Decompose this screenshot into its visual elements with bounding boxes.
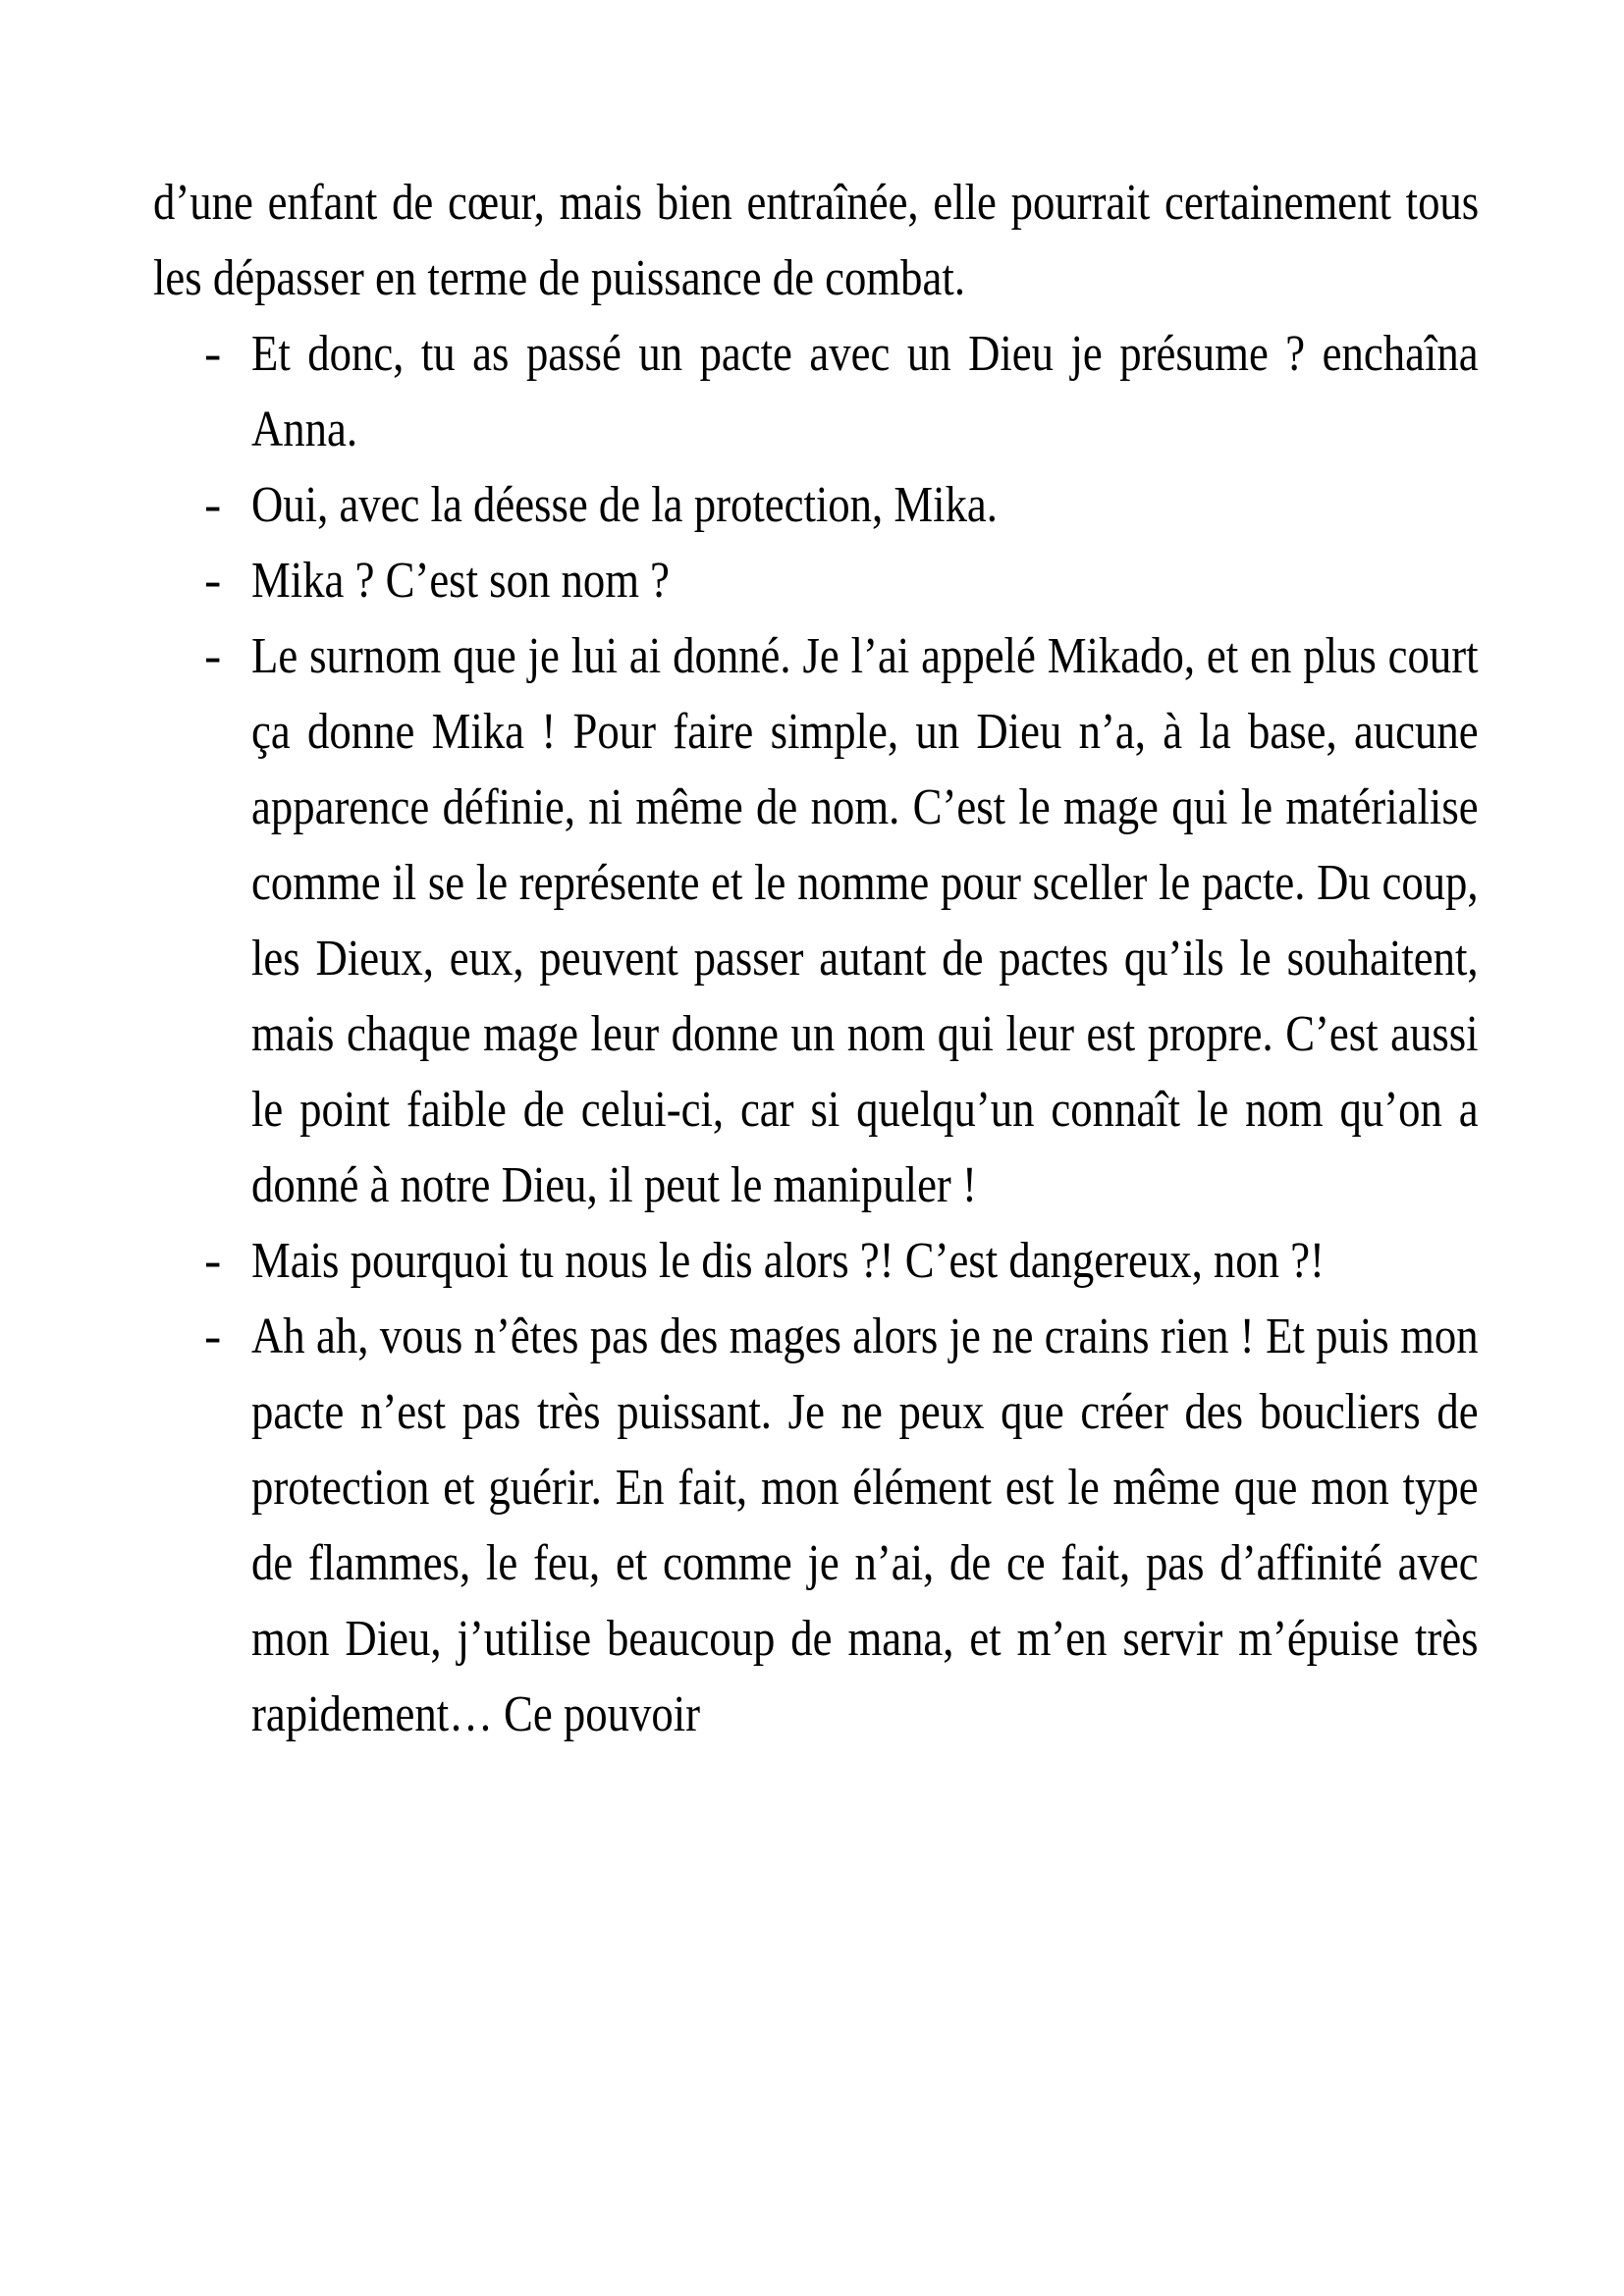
dash-bullet-icon: - — [204, 326, 222, 382]
dialogue-text: Le surnom que je lui ai donné. Je l’ai appelé Mikado, et en plus court ça donne Mika ! Pour faire simple, un Dieu n’a, à la base, aucune apparence définie, ni même de nom. C’est le mage qui le matérialise comme il se le représente et le nomme pour sceller le pacte. Du coup, les Dieux, eux, peuvent passer autant de pactes qu’ils le souhaitent, mais chaque mage leur donne un nom qui leur est propre. C’est aussi le point faible de celui-ci, car si quelqu’un connaît le nom qu’on a donné à notre Dieu, il peut le manipuler ! — [251, 628, 1479, 1213]
dash-bullet-icon: - — [204, 553, 222, 609]
book-page — [153, 165, 1479, 1752]
dialogue-text: Et donc, tu as passé un pacte avec un Dieu je présume ? enchaîna Anna. — [251, 326, 1479, 457]
dash-bullet-icon: - — [204, 477, 222, 533]
dash-bullet-icon: - — [204, 628, 222, 684]
dialogue-line — [153, 618, 1479, 1223]
dialogue-text: Mais pourquoi tu nous le dis alors ?! C’est dangereux, non ?! — [251, 1233, 1325, 1289]
dialogue-text: Oui, avec la déesse de la protection, Mika. — [251, 477, 998, 533]
dialogue-line — [153, 467, 1479, 543]
dialogue-text: Mika ? C’est son nom ? — [251, 553, 671, 609]
dialogue-list — [153, 316, 1479, 1752]
dialogue-text: Ah ah, vous n’êtes pas des mages alors je ne crains rien ! Et puis mon pacte n’est pas très puissant. Je ne peux que créer des boucliers de protection et guérir. En fait, mon élément est le même que mon type de flammes, le feu, et comme je n’ai, de ce fait, pas d’affinité avec mon Dieu, j’utilise beaucoup de mana, et m’en servir m’épuise très rapidement… Ce pouvoir — [251, 1308, 1479, 1742]
dialogue-line — [153, 316, 1479, 467]
dash-bullet-icon: - — [204, 1308, 222, 1364]
dialogue-line — [153, 1223, 1479, 1299]
narrative-paragraph: d’une enfant de cœur, mais bien entraînée, elle pourrait certainement tous les dépasser en terme de puissance de combat. — [153, 175, 1480, 306]
dialogue-line — [153, 1299, 1479, 1752]
dialogue-line — [153, 543, 1479, 618]
dash-bullet-icon: - — [204, 1233, 222, 1289]
